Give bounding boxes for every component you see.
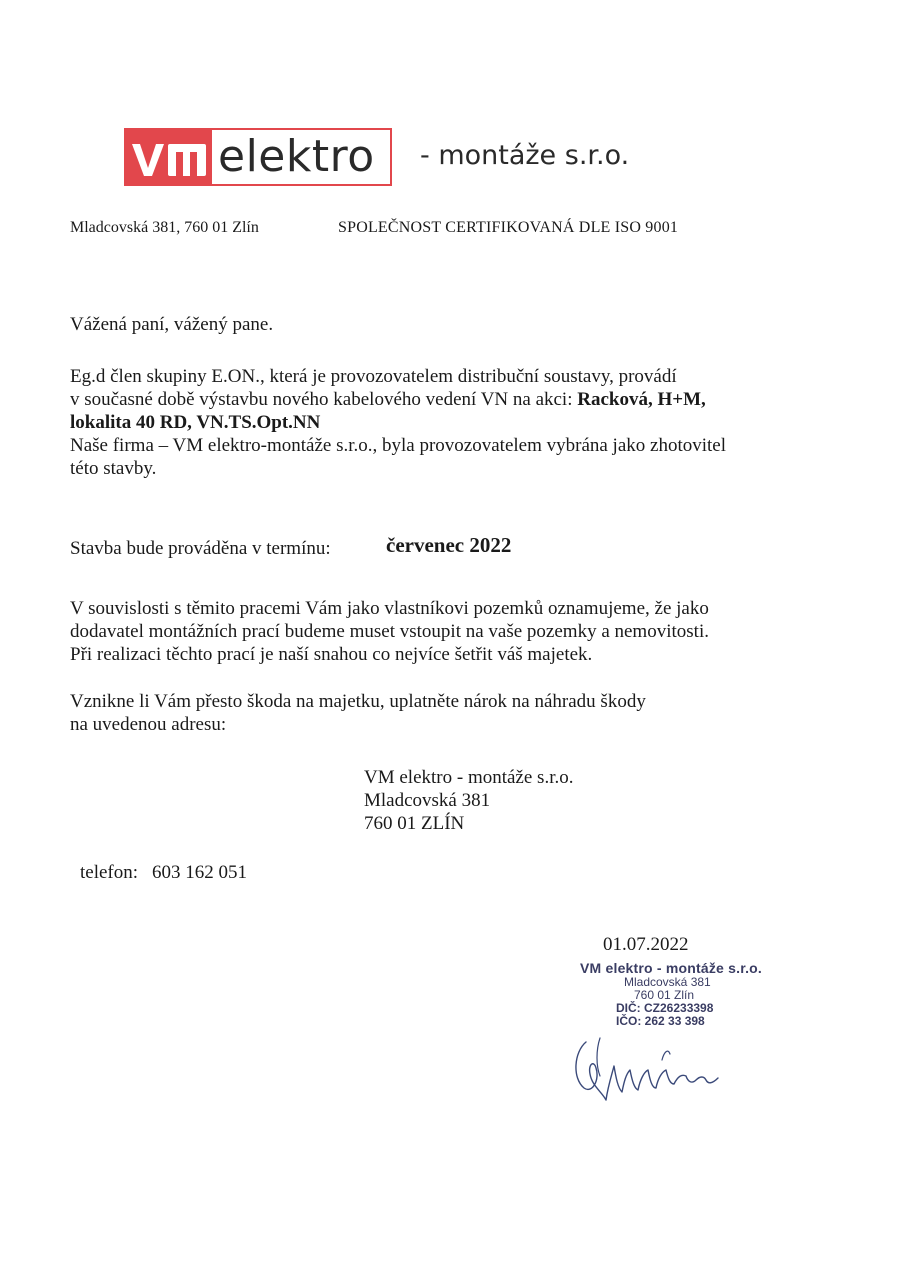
header-address: Mladcovská 381, 760 01 Zlín (70, 219, 259, 236)
company-logo (124, 128, 392, 186)
schedule-label: Stavba bude prováděna v termínu: (70, 538, 331, 559)
para1-line2 (70, 388, 706, 411)
para4-line2: na uvedenou adresu: (70, 714, 227, 735)
stamp-ico: IČO: 262 33 398 (616, 1014, 705, 1028)
para1-line4: Naše firma – VM elektro-montáže s.r.o., byla provozovatelem vybrána jako zhotovitel (70, 435, 727, 456)
phone-label: telefon: (80, 862, 139, 883)
para1-line1: Eg.d člen skupiny E.ON., která je provozovatelem distribuční soustavy, provádí (70, 366, 677, 387)
phone (80, 862, 247, 884)
stamp-street: Mladcovská 381 (624, 975, 711, 989)
stamp-city: 760 01 Zlín (634, 988, 695, 1002)
address-line2: Mladcovská 381 (364, 790, 491, 811)
stamp-dic: DIČ: CZ26233398 (616, 1001, 714, 1015)
para3-line2: dodavatel montážních prací budeme muset vstoupit na vaše pozemky a nemovitosti. (70, 621, 709, 642)
para1-line5: této stavby. (70, 458, 157, 479)
phone-number: 603 162 051 (152, 862, 248, 883)
para4-line1: Vznikne li Vám přesto škoda na majetku, uplatněte nárok na náhradu škody (70, 691, 646, 712)
handwritten-signature-icon (566, 1030, 736, 1110)
para1-line2-text: v současné době výstavbu nového kabelového vedení VN na akci: (70, 389, 578, 410)
header-certification: SPOLEČNOST CERTIFIKOVANÁ DLE ISO 9001 (338, 219, 679, 236)
company-stamp (580, 960, 790, 1028)
address-line1: VM elektro - montáže s.r.o. (364, 767, 574, 788)
stamp-company-name: VM elektro - montáže s.r.o. (580, 960, 762, 976)
salutation: Vážená paní, vážený pane. (70, 314, 274, 335)
logo-wordmark: elektro (218, 131, 375, 182)
letter-date: 01.07.2022 (603, 934, 689, 955)
address-line3: 760 01 ZLÍN (364, 813, 465, 834)
contact-address (364, 766, 573, 835)
para3-line1: V souvislosti s těmito pracemi Vám jako vlastníkovi pozemků oznamujeme, že jako (70, 598, 709, 619)
schedule-value: červenec 2022 (386, 533, 512, 557)
project-name: Racková, H+M, (577, 389, 706, 410)
vm-logo-mark (126, 130, 212, 184)
para3-line3: Při realizaci těchto prací je naší snahou co nejvíce šetřit váš majetek. (70, 644, 593, 665)
project-location: lokalita 40 RD, VN.TS.Opt.NN (70, 412, 321, 433)
company-suffix: - montáže s.r.o. (420, 140, 630, 171)
